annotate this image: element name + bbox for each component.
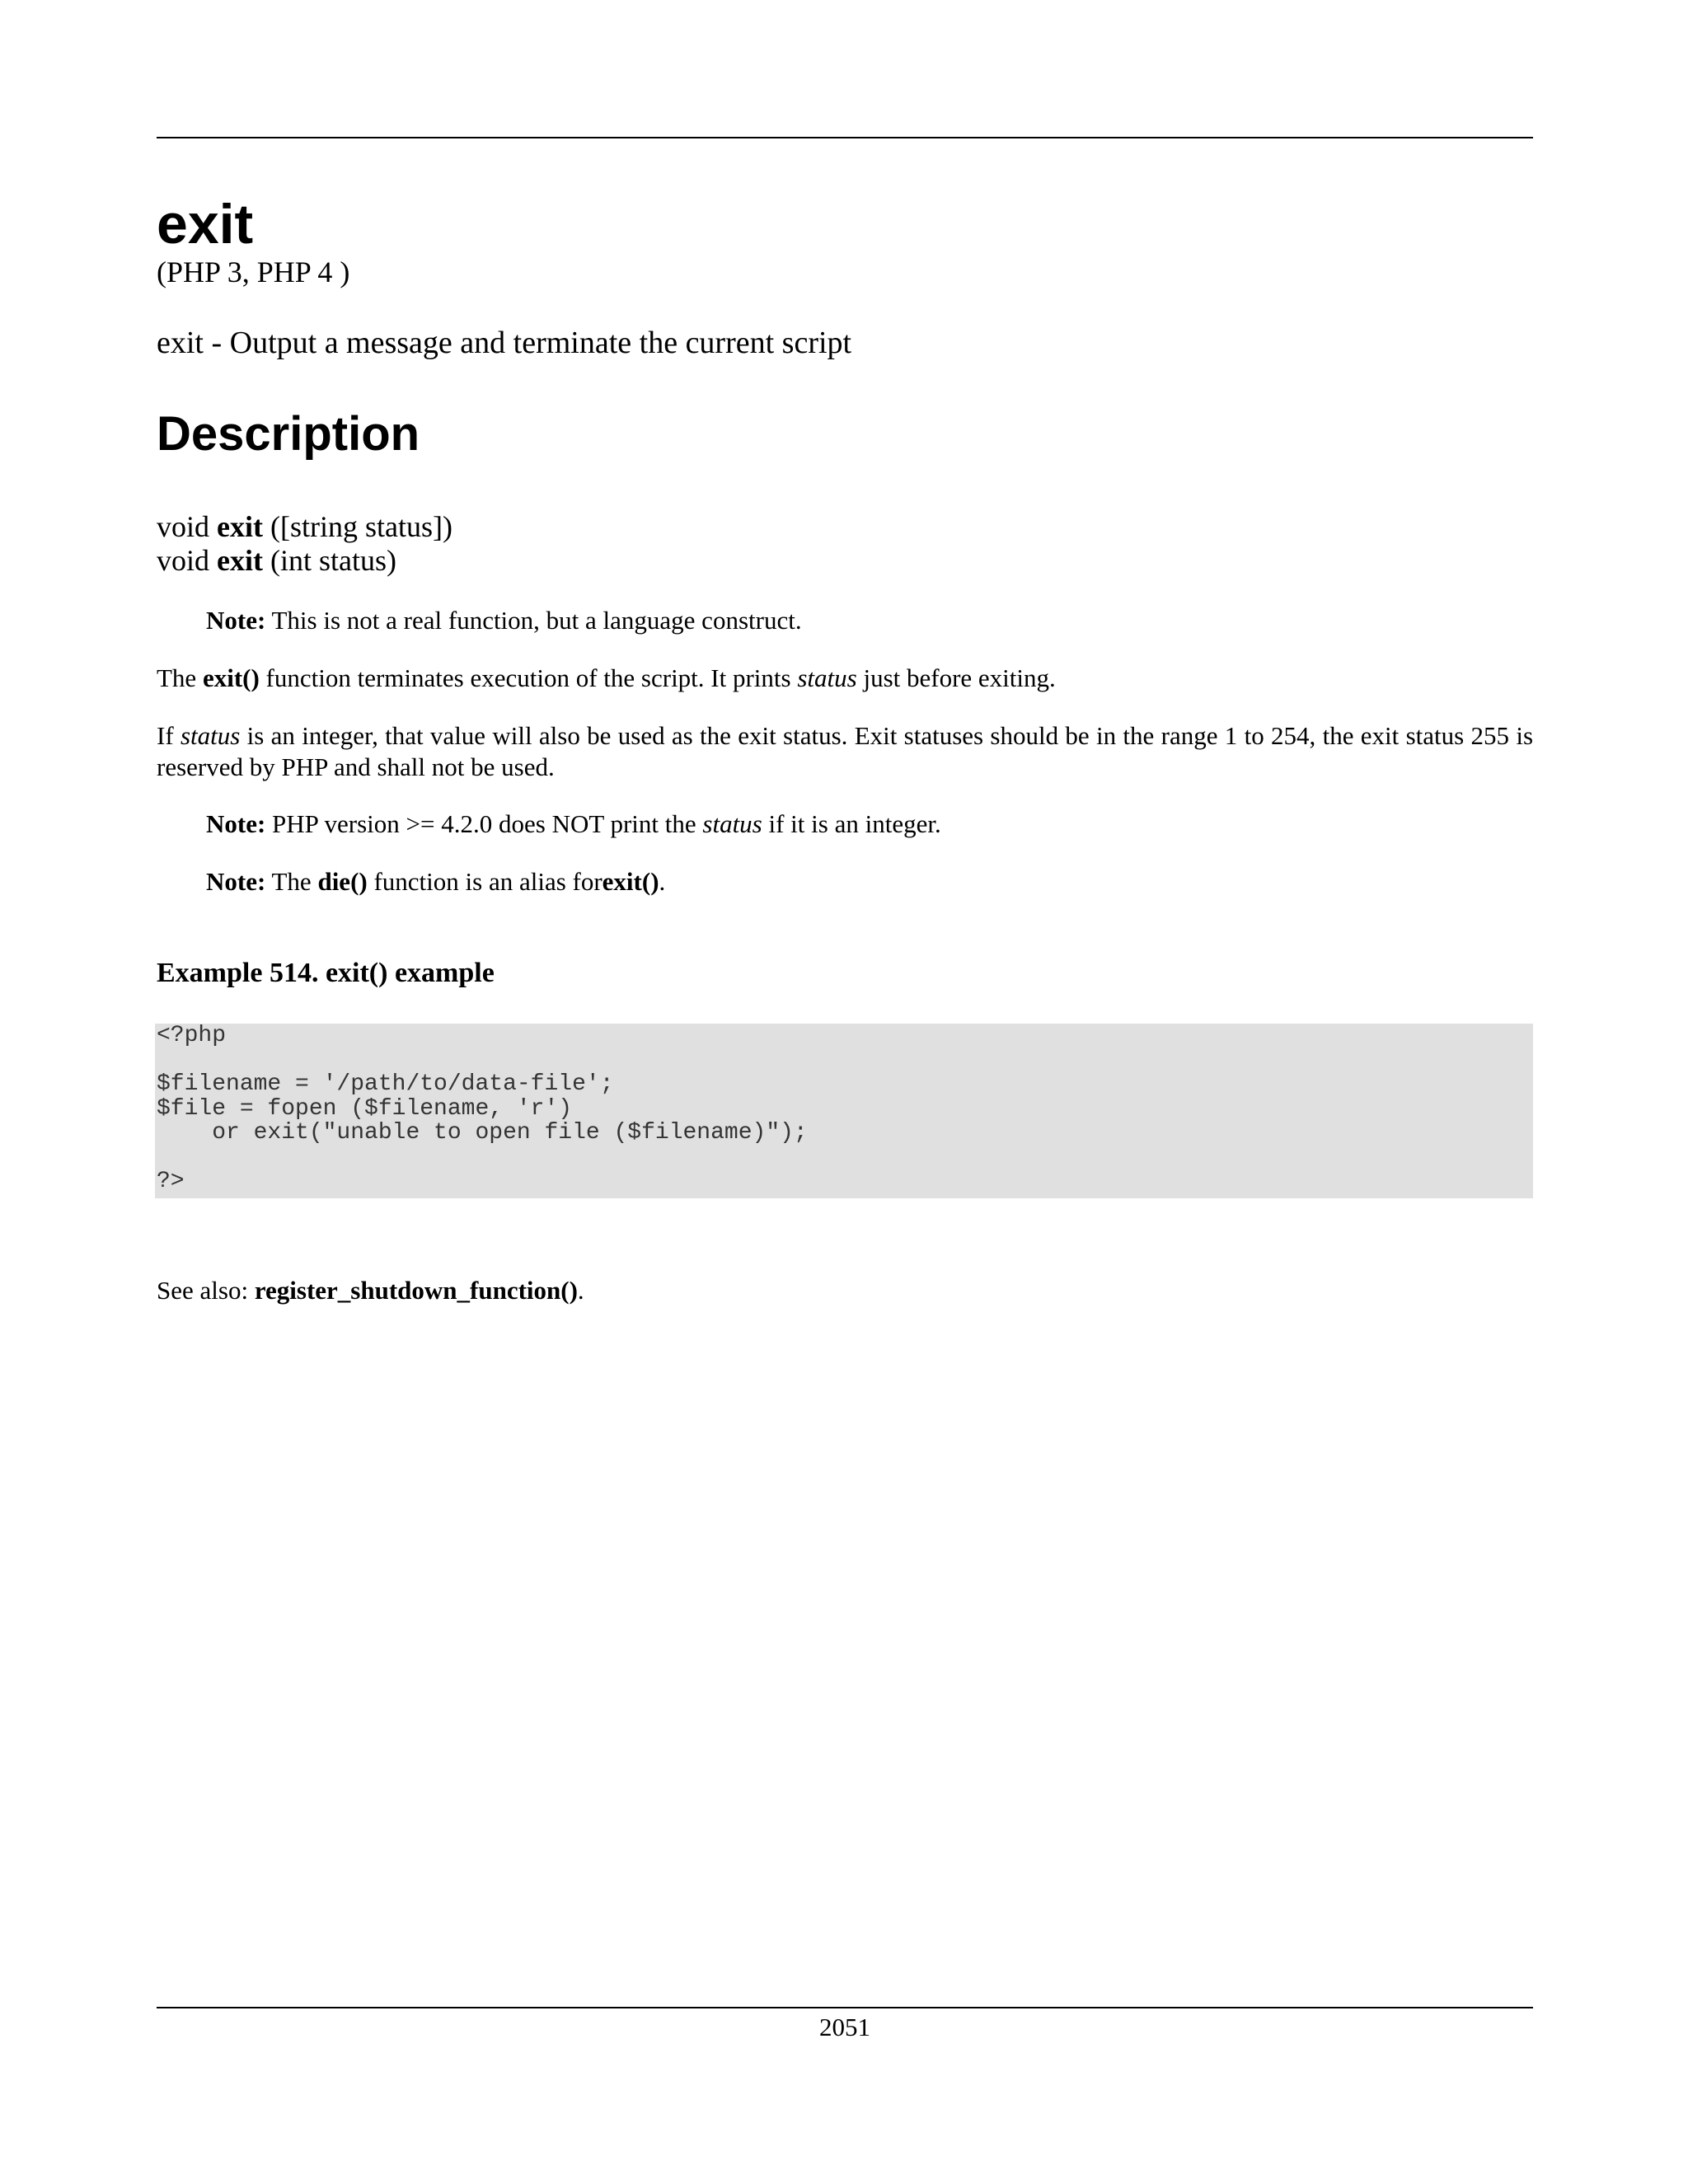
text-run: function terminates execution of the script. It prints — [265, 663, 791, 692]
code-line: $file = fopen ($filename, 'r') — [157, 1095, 573, 1122]
text-run: If — [157, 721, 174, 750]
function-synopsis — [157, 509, 452, 544]
function-link[interactable]: register_shutdown_function() — [254, 1276, 578, 1305]
php-versions: (PHP 3, PHP 4 ) — [157, 255, 350, 288]
description-heading: Description — [157, 407, 420, 461]
text-run: function is an alias for — [373, 867, 603, 896]
text-run: . — [659, 867, 666, 896]
code-line: ?> — [157, 1169, 185, 1194]
parameter-reference: status — [180, 721, 241, 750]
paragraph-exit-behavior — [157, 663, 1533, 694]
example-title: Example 514. exit() example — [157, 958, 495, 988]
function-reference: die() — [317, 867, 368, 896]
function-params: ([string status]) — [270, 510, 452, 543]
function-reference: exit() — [602, 867, 659, 896]
code-line: <?php — [157, 1023, 227, 1048]
function-name: exit — [217, 510, 263, 543]
text-run: is an integer, that value will also be used as the exit status. Exit statuses should be in the range 1 to 254, the exit status 255 is reserved by PHP and shall not be used. — [157, 721, 1534, 781]
page-title: exit — [157, 193, 254, 255]
footer-rule — [157, 2007, 1533, 2008]
text-run: . — [577, 1276, 584, 1305]
note-text: This is not a real function, but a language construct. — [271, 606, 802, 635]
code-line: $filename = '/path/to/data-file'; — [157, 1071, 614, 1097]
paragraph-exit-status — [157, 720, 1533, 783]
function-synopsis — [157, 543, 396, 578]
note-label: Note: — [206, 809, 266, 838]
note-label: Note: — [206, 606, 266, 635]
function-purpose: exit - Output a message and terminate the current script — [157, 326, 852, 360]
note-die-alias — [206, 866, 1533, 898]
text-run: just before exiting. — [863, 663, 1056, 692]
text-run: PHP version >= 4.2.0 does NOT print the — [272, 809, 696, 838]
parameter-reference: status — [797, 663, 857, 692]
text-run: if it is an integer. — [768, 809, 941, 838]
function-name: exit — [217, 544, 263, 577]
function-reference: exit() — [202, 663, 260, 692]
function-params: (int status) — [270, 544, 396, 577]
page-number: 2051 — [819, 2013, 870, 2041]
code-line — [157, 1146, 1533, 1170]
text-run: The — [157, 663, 197, 692]
document-page — [157, 0, 1533, 2184]
return-type: void — [157, 510, 210, 543]
note-label: Note: — [206, 867, 266, 896]
text-run: The — [271, 867, 312, 896]
see-also — [157, 1275, 584, 1306]
code-line — [157, 1048, 1533, 1073]
note-language-construct — [206, 605, 1533, 636]
header-rule — [157, 137, 1533, 138]
code-example — [155, 1024, 1533, 1198]
parameter-reference: status — [702, 809, 762, 838]
note-php-version — [206, 808, 1533, 840]
see-also-label: See also: — [157, 1276, 249, 1305]
code-line: or exit("unable to open file ($filename)"); — [157, 1120, 808, 1146]
return-type: void — [157, 544, 210, 577]
